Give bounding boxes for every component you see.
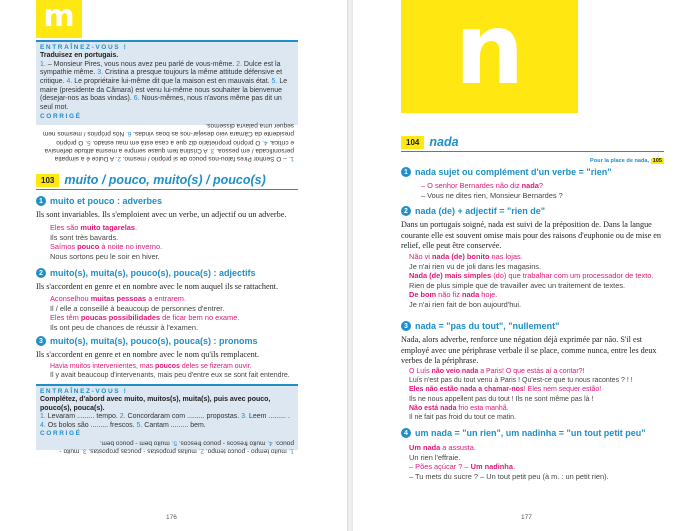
- left-page: [0, 0, 347, 531]
- item-2-text: Ils s'accordent en genre et en nombre avec le nom auquel ils se rattachent.: [36, 282, 278, 291]
- exercise-num: 3.: [241, 413, 247, 420]
- exercise-num: 6.: [133, 95, 140, 103]
- answer-line: Nós próprios / mesmos nem sequer uma palavra dissemos.: [42, 121, 294, 138]
- example-fr: Il / elle a conseillé à beaucoup de personnes d'entrer.: [50, 303, 225, 313]
- answer-line: muitas propostas - poucas propostas.: [86, 447, 199, 455]
- item-3-text: Nada, alors adverbe, renforce une négation déjà exprimée par não. S'il est employé avec une périphrase verbale il se place, comme nunca, entre les deux verbes de la périphrase.: [401, 335, 657, 365]
- item-number: 3: [401, 321, 411, 331]
- example-fr: Ils sont très bavards.: [50, 232, 119, 242]
- item-2-examples: [50, 294, 315, 332]
- item-number: 4: [401, 428, 411, 438]
- item-title: muito(s), muita(s), pouco(s), pouca(s) : adjectifs: [50, 268, 256, 278]
- answer-line: O próprio presidente da Câmara veio desejar-nos as boas vindas.: [56, 130, 294, 146]
- corrige-answer-upside-down: [36, 121, 298, 162]
- section-number: 103: [36, 174, 59, 187]
- example-fr: Ils ne nous appellent pas du tout ! Ils ne sont même pas là !: [409, 395, 594, 403]
- exercise-line: Os bolos são ......... frescos.: [45, 421, 137, 429]
- section-header-103: [36, 173, 266, 187]
- answer-num: 4.: [262, 138, 268, 146]
- section-header-104: [401, 135, 459, 149]
- example-pt: Havia muitos intervenientes, mas poucos deles se fizeram ouvir.: [50, 363, 252, 370]
- exercise-num: 5.: [271, 77, 278, 85]
- exercise-num: 3.: [97, 69, 104, 77]
- answer-line: A Dulce é a simpatia personificada / em pessoa.: [54, 146, 294, 162]
- corrige-answer-upside-down: [36, 438, 298, 454]
- answer-line: – O Senhor Pires falou-nos pouco de si próprio / mesmo.: [120, 154, 289, 162]
- example-pt: O Luís não veio nada a Paris! O que estás aí a contar?!: [409, 368, 585, 375]
- example-pt: Nada (de) mais simples (do) que trabalhar com um processador de texto.: [409, 271, 654, 281]
- answer-num: 3.: [209, 146, 215, 154]
- example-fr: Ils ont peu de chances de réussir à l'examen.: [50, 322, 199, 332]
- cross-reference-text: Pour la place de nada,: [590, 158, 651, 164]
- page-number-right: 177: [521, 514, 532, 521]
- exercise-num: 2.: [119, 413, 126, 420]
- item-4-heading: [401, 428, 646, 438]
- letter-tab-m: [36, 0, 82, 38]
- item-number: 2: [401, 206, 411, 216]
- exercise-line: Dulce est la sympathie même.: [40, 60, 281, 77]
- answer-num: 1.: [288, 447, 294, 455]
- example-pt: Saímos pouco à noite no inverno.: [50, 242, 163, 252]
- answer-num: 4.: [267, 439, 273, 447]
- item-2-heading: [36, 268, 256, 278]
- cross-reference[interactable]: [590, 158, 664, 164]
- example-fr: Je n'ai rien fait de bon aujourd'hui.: [409, 299, 522, 309]
- item-3-heading: [36, 336, 258, 346]
- example-pt: De bom não fiz nada hoje.: [409, 290, 498, 300]
- example-pt: – O senhor Bernardes não diz nada?: [421, 181, 544, 190]
- example-pt: Eles são muito tagarelas.: [50, 223, 138, 232]
- item-title: nada sujet ou complément d'un verbe = "rien": [415, 167, 612, 177]
- answer-num: 2.: [198, 447, 205, 455]
- exercise-num: 4.: [66, 77, 73, 85]
- answer-line: muito frescos - pouco frescos.: [176, 439, 268, 447]
- item-1-heading: [36, 196, 162, 206]
- exercise-line: – Monsieur Pires, vous nous avez peu parlé de vous-même.: [45, 60, 237, 68]
- exercise-line: Cantam ......... bem.: [142, 421, 206, 429]
- item-number: 3: [36, 336, 46, 346]
- section-title: muito / pouco, muito(s) / pouco(s): [64, 173, 266, 187]
- letter-n: n: [454, 0, 525, 107]
- example-fr: Nous sortons peu le soir en hiver.: [50, 251, 160, 261]
- corrige-label: CORRIGÉ: [40, 430, 82, 438]
- item-1-text: Ils sont invariables. Ils s'emploient avec un verbe, un adjectif ou un adverbe.: [36, 210, 287, 219]
- answer-line: O próprio proprietário diz que a casa está em mau estado.: [90, 138, 263, 146]
- item-title: nada = "pas du tout", "nullement": [415, 321, 560, 331]
- example-fr: Il y avait beaucoup d'intervenants, mais peu d'entre eux se sont fait entendre.: [50, 372, 290, 380]
- item-4-examples: [409, 443, 669, 481]
- exercise-line: Le maire (presidente da Câmara) est venu lui-même nous souhaiter la bienvenue (desejar-nos as boas vindas).: [40, 77, 288, 103]
- example-pt: Eles não estão nada a chamar-nos! Eles nem sequer estão!: [409, 386, 602, 394]
- example-fr: – Tu mets du sucre ? – Un tout petit peu (à m. : un petit rien).: [409, 471, 609, 481]
- item-2-heading: [401, 206, 545, 216]
- exercise-label: ENTRAÎNEZ-VOUS !: [40, 44, 128, 51]
- example-fr: – Vous ne dites rien, Monsieur Bernardes ?: [421, 190, 563, 200]
- example-pt: Um nada a assusta.: [409, 443, 476, 452]
- exercise-num: 5.: [136, 421, 143, 429]
- page-number-left: 176: [166, 514, 177, 521]
- answer-num: 5.: [85, 138, 91, 146]
- answer-num: 1.: [288, 154, 294, 162]
- exercise-text: [36, 61, 298, 113]
- item-title: muito et pouco : adverbes: [50, 196, 163, 206]
- item-number: 2: [36, 268, 46, 278]
- answer-line: muito tempo - pouco tempo.: [204, 447, 289, 455]
- exercise-label: ENTRAÎNEZ-VOUS !: [40, 388, 128, 395]
- example-fr: Il ne fait pas froid du tout ce matin.: [409, 414, 517, 422]
- item-3-examples: [50, 362, 300, 381]
- section-title: nada: [429, 135, 459, 149]
- item-title: um nada = "un rien", um nadinha = "un tout petit peu": [415, 428, 646, 438]
- exercise-box-1: [36, 40, 298, 162]
- exercise-line: Nous-mêmes, nous n'avons même pas dit un seul mot.: [40, 95, 282, 112]
- corrige-label: CORRIGÉ: [40, 112, 82, 120]
- exercise-question: Complétez, d'abord avec muito, muitos(s), muita(s), puis avec pouco, pouco(s), pouca(s).: [40, 396, 271, 412]
- right-page: [353, 0, 700, 531]
- section-number: 104: [401, 136, 424, 149]
- example-pt: Aconselhou muitas pessoas a entrarem.: [50, 294, 187, 303]
- exercise-text: [36, 413, 298, 430]
- example-pt: Não vi nada (de) bonito nas lojas.: [409, 252, 523, 261]
- example-fr: Je n'ai rien vu de joli dans les magasins.: [409, 261, 542, 271]
- item-number: 1: [36, 196, 46, 206]
- item-1-heading: [401, 167, 611, 177]
- exercise-num: 1.: [40, 413, 46, 420]
- example-pt: Eles têm poucas possibilidades de ficar bem no exame.: [50, 313, 240, 323]
- answer-num: 3.: [81, 447, 87, 455]
- letter-tab-n: [401, 0, 578, 113]
- exercise-box-2: [36, 384, 298, 455]
- exercise-num: 4.: [40, 421, 46, 429]
- cross-reference-number[interactable]: 105: [652, 158, 662, 164]
- answer-num: 6.: [125, 130, 132, 138]
- exercise-line: Concordaram com ......... propostas.: [125, 413, 242, 420]
- example-fr: Rien de plus simple que de travailler avec un traitement de textes.: [409, 280, 626, 290]
- exercise-line: Levaram ......... tempo.: [45, 413, 120, 420]
- item-1-examples: [50, 223, 310, 261]
- item-3-text: Ils s'accordent en genre et en nombre avec le nom qu'ils remplacent.: [36, 350, 260, 359]
- item-number: 1: [401, 167, 411, 177]
- item-1-examples: [421, 181, 661, 200]
- example-pt: – Pões açúcar ? – Um nadinha.: [409, 462, 515, 472]
- exercise-line: Cristina a presque toujours la même attitude défensive et critique.: [40, 69, 283, 85]
- section-rule: [36, 189, 298, 190]
- letter-m: m: [43, 0, 75, 34]
- section-rule: [401, 151, 664, 152]
- answer-line: A Cristina tem quase sempre a mesma atitude defensiva e crítica.: [44, 138, 294, 154]
- answer-num: 2.: [115, 154, 121, 162]
- answer-line: muito - pouco.: [59, 439, 294, 455]
- exercise-num: 1.: [40, 60, 46, 68]
- exercise-line: Leem ......... .: [247, 413, 290, 420]
- exercise-num: 2.: [236, 60, 242, 68]
- item-title: muito(s), muita(s), pouco(s), pouca(s) : pronoms: [50, 336, 258, 346]
- exercise-line: Le propriétaire lui-même dit que la maison est en mauvais état.: [72, 77, 272, 85]
- item-2-examples: [409, 252, 654, 310]
- answer-line: muito bem - pouco bem.: [99, 439, 172, 447]
- item-3-heading: [401, 321, 559, 331]
- example-fr: Un rien l'effraie.: [409, 452, 461, 462]
- exercise-question: Traduisez en portugais.: [40, 52, 119, 59]
- answer-num: 5.: [171, 439, 177, 447]
- item-3-examples: [409, 367, 669, 422]
- example-pt: Não está nada frio esta manhã.: [409, 404, 509, 412]
- item-2-text: Dans un portugais soigné, nada est suivi de la préposition de. Dans la langue courante elle est souvent omise mais pour des raisons d'euphonie ou de mise en relief, elle peut être conservée.: [401, 220, 662, 250]
- item-title: nada (de) + adjectif = "rien de": [415, 206, 546, 216]
- example-fr: Luís n'est pas du tout venu à Paris ! Qu'est-ce que tu nous racontes ? ! !: [409, 377, 633, 385]
